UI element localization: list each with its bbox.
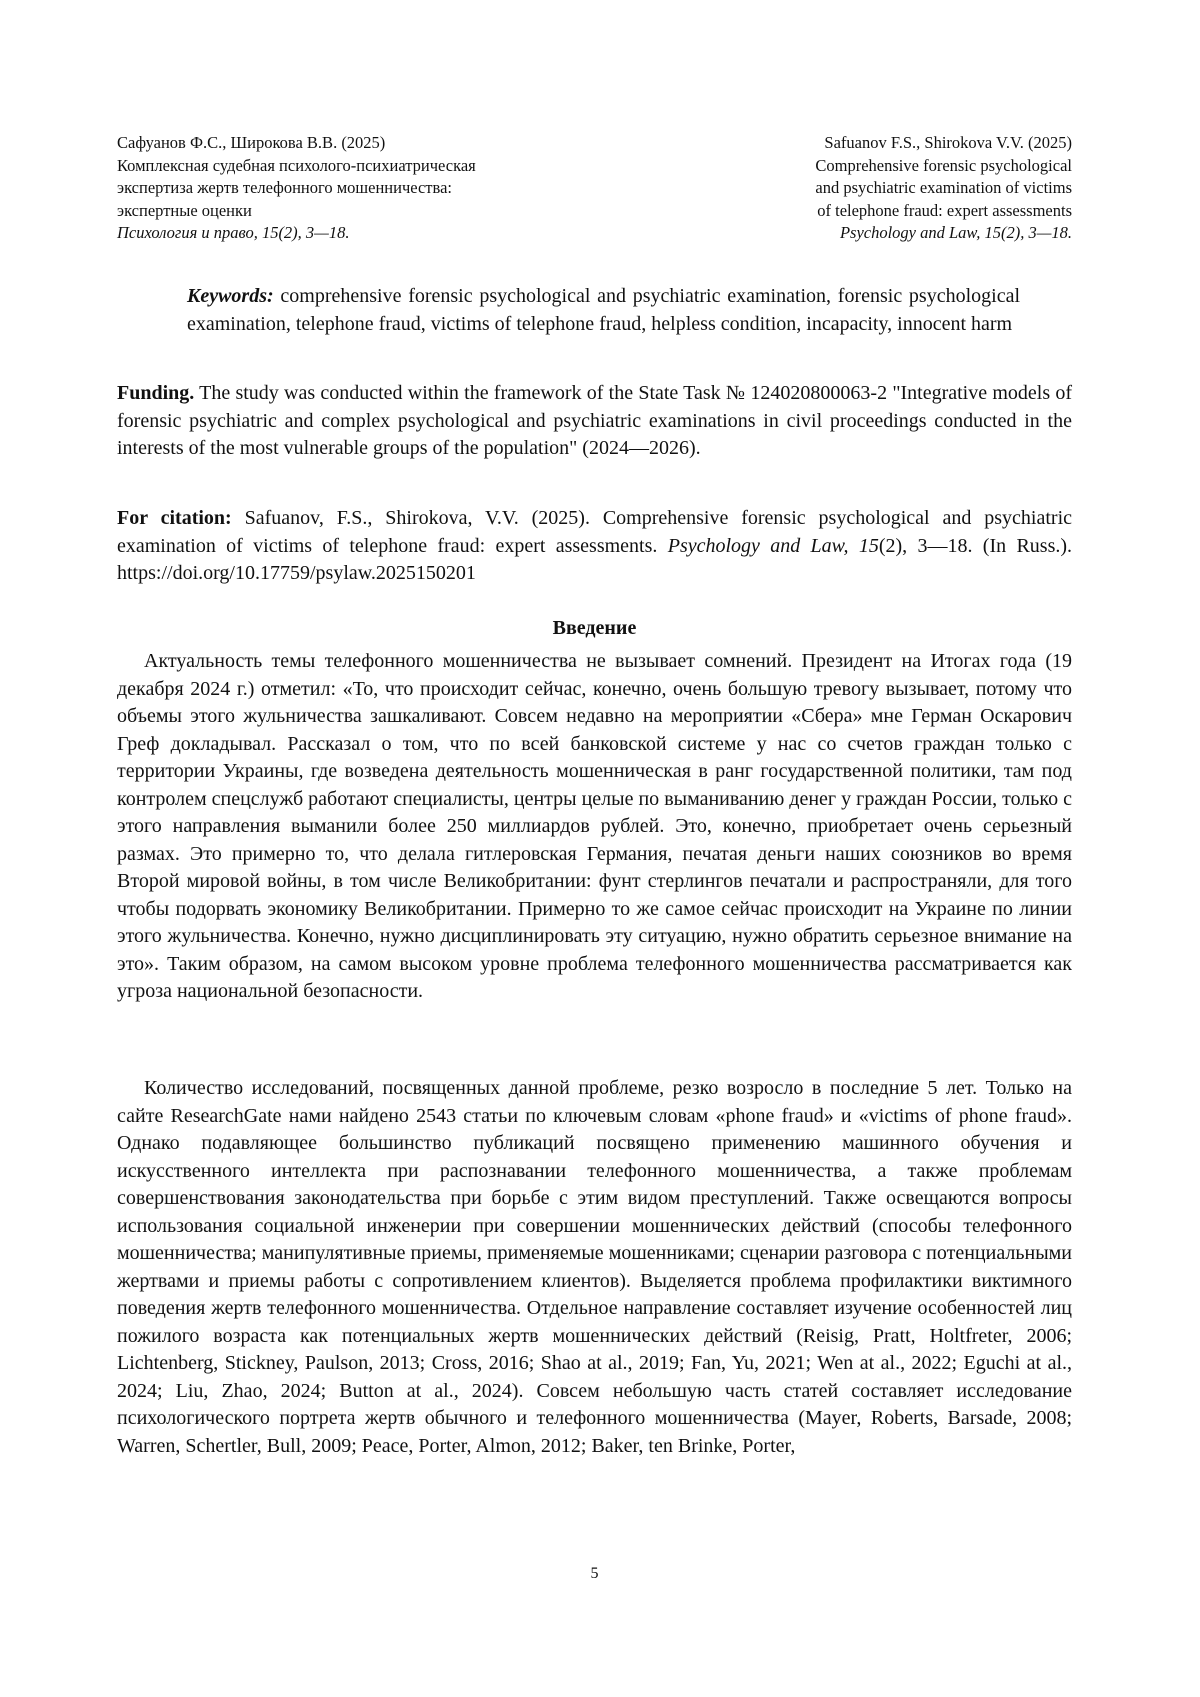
citation-doi-text: (2), 3—18. (In Russ.). https://doi.org/10.17759/psylaw.2025150201 — [117, 534, 1073, 584]
header-right-english — [602, 132, 1072, 245]
header-title-ru-line: экспертиза жертв телефонного мошенничества: — [117, 178, 453, 197]
header-title-en-line: of telephone fraud: expert assessments — [817, 200, 1072, 220]
header-journal-ru: Психология и право, 15(2), 3—18. — [117, 223, 350, 242]
header-left-russian — [117, 132, 587, 245]
keywords-block — [187, 283, 1020, 338]
citation-volume: 15 — [858, 534, 879, 557]
citation-text: Safuanov, F.S., Shirokova, V.V. (2025). Comprehensive forensic psychological and psychiatric examination of victims of telephone fraud: expert assessments. — [117, 507, 1073, 557]
citation-label: For citation: — [117, 507, 232, 529]
keywords-text: comprehensive forensic psychological and psychiatric examination, forensic psychological examination, telephone fraud, victims of telephone fraud, helpless condition, incapacity, innocent harm — [187, 285, 1021, 335]
funding-label: Funding. — [117, 382, 195, 404]
citation-journal: Psychology and Law, — [667, 534, 849, 557]
page-number: 5 — [590, 1565, 599, 1582]
header-journal-en: Psychology and Law, 15(2), 3—18. — [839, 223, 1072, 242]
keywords-label: Keywords: — [187, 285, 274, 307]
header-title-ru-line: экспертные оценки — [117, 200, 252, 220]
body-paragraph: Количество исследований, посвященных данной проблеме, резко возросло в последние 5 лет. Только на сайте ResearchGate нами найдено 2543 статьи по ключевым словам «phone fraud» и «victims of phone fraud». Однако подавляющее большинство публикаций посвящено применению машинного обучения и искусственного интеллекта при распознавании телефонного мошенничества, а также проблемам совершенствования законодательства при борьбе с этим видом преступлений. Также освещаются вопросы использования социальной инженерии при совершении мошеннических действий (способы телефонного мошенничества; манипулятивные приемы, применяемые мошенниками; сценарии разговора с потенциальными жертвами и приемы работы с сопротивлением клиентов). Выделяется проблема профилактики виктимного поведения жертв телефонного мошенничества. Отдельное направление составляет изучение особенностей лиц пожилого возраста как потенциальных жертв мошеннических действий (Reisig, Pratt, Holtfreter, 2006; Lichtenberg, Stickney, Paulson, 2013; Cross, 2016; Shao at al., 2019; Fan, Yu, 2021; Wen at al., 2022; Eguchi at al., 2024; Liu, Zhao, 2024; Button at al., 2024). Совсем небольшую часть статей составляет исследование психологического портрета жертв обычного и телефонного мошенничества (Mayer, Roberts, Barsade, 2008; Warren, Schertler, Bull, 2009; Peace, Porter, Almon, 2012; Baker, ten Brinke, Porter, — [117, 1077, 1072, 1457]
header-title-ru-line: Комплексная судебная психолого-психиатрическая — [117, 155, 476, 175]
header-title-en-line: and psychiatric examination of victims — [815, 178, 1072, 197]
body-paragraph: Актуальность темы телефонного мошенничества не вызывает сомнений. Президент на Итогах года (19 декабря 2024 г.) отметил: «То, что происходит сейчас, конечно, очень большую тревогу вызывает, потому что объемы этого жульничества зашкаливают. Совсем недавно на мероприятии «Сбера» мне Герман Оскарович Греф докладывал. Рассказал о том, что по всей банковской системе у нас со счетов граждан только с территории Украины, где возведена деятельность мошенническая в ранг государственной политики, там под контролем спецслужб работают специалисты, центры целые по выманиванию денег у граждан России, только с этого направления выманили более 250 миллиардов рублей. Это, конечно, приобретает очень серьезный размах. Это примерно то, что делала гитлеровская Германия, печатая деньги наших союзников во время Второй мировой войны, в том числе Великобритании: фунт стерлингов печатали и распространяли, для того чтобы подорвать экономику Великобритании. Примерно то же самое сейчас происходит на Украине по линии этого жульничества. Конечно, нужно дисциплинировать эту ситуацию, нужно обратить серьезное внимание на это». Таким образом, на самом высоком уровне проблема телефонного мошенничества рассматривается как угроза национальной безопасности. — [117, 650, 1072, 1002]
funding-block — [117, 380, 1072, 463]
header-authors-ru: Сафуанов Ф.С., Широкова В.В. (2025) — [117, 133, 386, 152]
header-title-en-line: Comprehensive forensic psychological — [815, 155, 1072, 175]
header-authors-en: Safuanov F.S., Shirokova V.V. (2025) — [824, 133, 1072, 152]
citation-block — [117, 505, 1072, 588]
funding-text: The study was conducted within the framework of the State Task № 124020800063-2 "Integrative models of forensic psychiatric and complex psychological and psychiatric examinations in civil proceedings conducted in the interests of the most vulnerable groups of the population" (2024—2026). — [117, 382, 1073, 459]
section-heading: Введение — [552, 617, 637, 639]
